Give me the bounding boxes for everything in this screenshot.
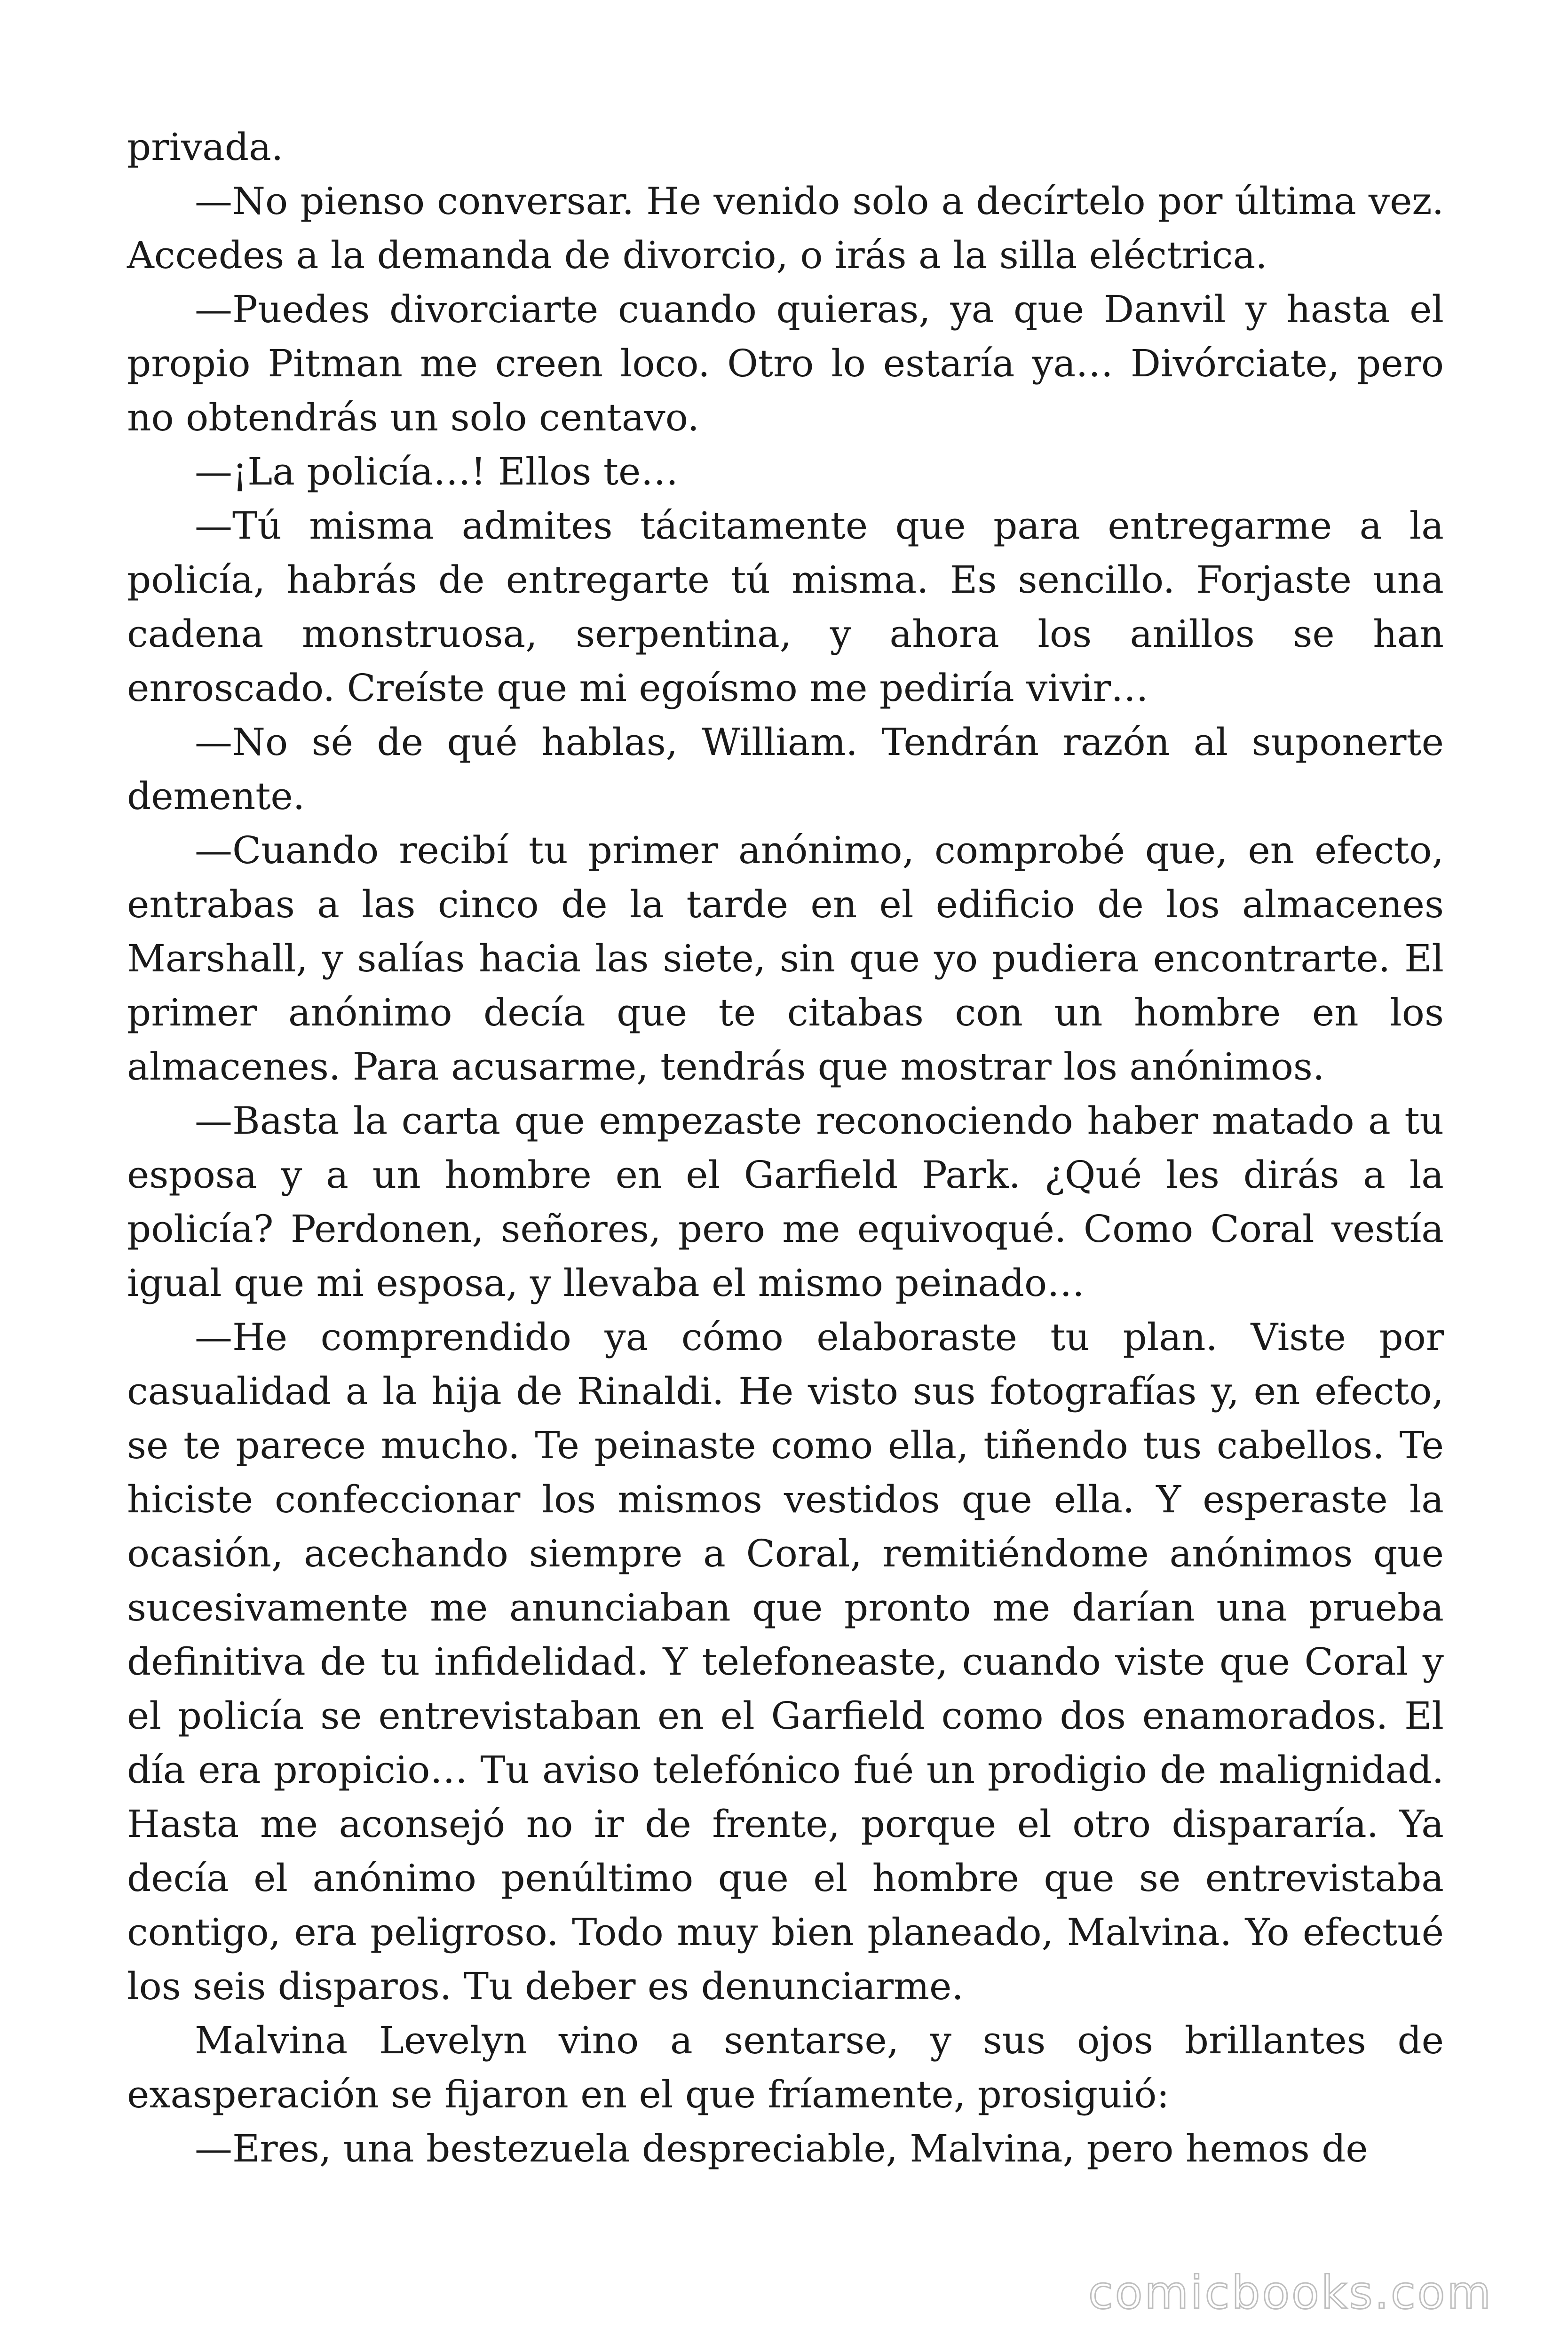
paragraph: Malvina Levelyn vino a sentarse, y sus ojos brillantes de exasperación se fijaron en el que fríamente, prosiguió:: [127, 2018, 1444, 2116]
watermark: comicbooks.com: [1088, 2266, 1493, 2319]
paragraph: —Tú misma admites tácitamente que para entregarme a la policía, habrás de entregarte tú misma. Es sencillo. Forjaste una cadena monstruosa, serpentina, y ahora los anillos se han enroscado. Creíste que mi egoísmo me pediría vivir…: [127, 504, 1444, 710]
paragraph: —Eres, una bestezuela despreciable, Malvina, pero hemos de: [195, 2127, 1368, 2170]
book-page-text: [127, 120, 1444, 2176]
paragraph: —No pienso conversar. He venido solo a decírtelo por última vez. Accedes a la demanda de divorcio, o irás a la silla eléctrica.: [127, 179, 1444, 277]
paragraph-continued: privada.: [127, 125, 284, 169]
paragraph: —¡La policía…! Ellos te…: [195, 450, 679, 493]
paragraph: —Puedes divorciarte cuando quieras, ya que Danvil y hasta el propio Pitman me creen loco. Otro lo estaría ya… Divórciate, pero no obtendrás un solo centavo.: [127, 287, 1444, 439]
paragraph: —Basta la carta que empezaste reconociendo haber matado a tu esposa y a un hombre en el Garfield Park. ¿Qué les dirás a la policía? Perdonen, señores, pero me equivoqué. Como Coral vestía igual que mi esposa, y llevaba el mismo peinado…: [127, 1099, 1444, 1305]
paragraph: —Cuando recibí tu primer anónimo, comprobé que, en efecto, entrabas a las cinco de la tarde en el edificio de los almacenes Marshall, y salías hacia las siete, sin que yo pudiera encontrarte. El primer anónimo decía que te citabas con un hombre en los almacenes. Para acusarme, tendrás que mostrar los anónimos.: [127, 828, 1444, 1089]
paragraph: —He comprendido ya cómo elaboraste tu plan. Viste por casualidad a la hija de Rinaldi. He visto sus fotografías y, en efecto, se te parece mucho. Te peinaste como ella, tiñendo tus cabellos. Te hiciste confeccionar los mismos vestidos que ella. Y esperaste la ocasión, acechando siempre a Coral, remitiéndome anónimos que sucesivamente me anunciaban que pronto me darían una prueba definitiva de tu infidelidad. Y telefoneaste, cuando viste que Coral y el policía se entrevistaban en el Garfield como dos enamorados. El día era propicio… Tu aviso telefónico fué un prodigio de malignidad. Hasta me aconsejó no ir de frente, porque el otro dispararía. Ya decía el anónimo penúltimo que el hombre que se entrevistaba contigo, era peligroso. Todo muy bien planeado, Malvina. Yo efectué los seis disparos. Tu deber es denunciarme.: [127, 1315, 1444, 2008]
paragraph: —No sé de qué hablas, William. Tendrán razón al suponerte demente.: [127, 720, 1444, 818]
